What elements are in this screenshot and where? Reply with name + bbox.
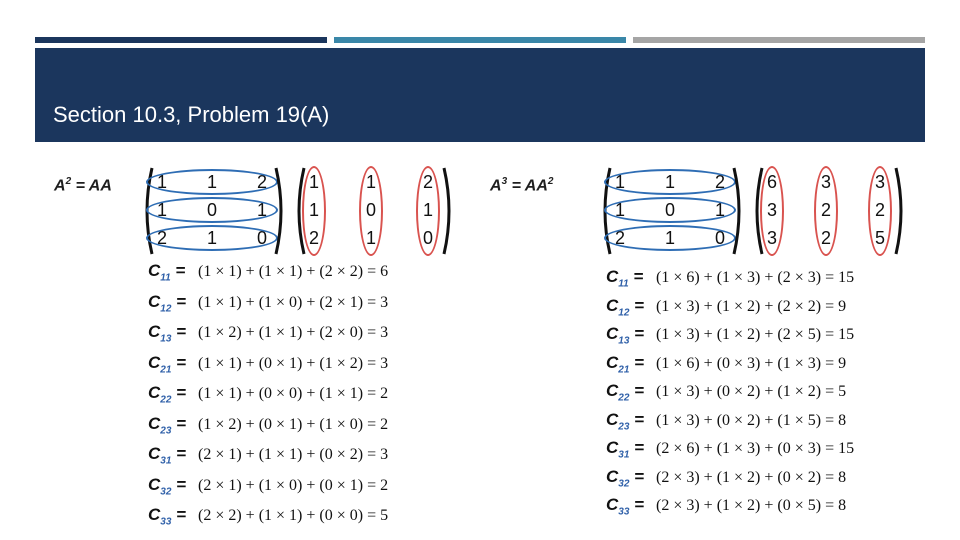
entry-letter: C: [606, 495, 619, 514]
entry-subscript: 32: [160, 485, 172, 497]
right-matrix-b-cell: 5: [874, 228, 885, 248]
entry-expression: (1 × 2) + (1 × 1) + (2 × 0) = 3: [198, 324, 389, 341]
left-matrix-a-cell: 1: [206, 172, 217, 192]
left-entry-calculation: [148, 472, 388, 498]
right-matrix-a-cell: 1: [664, 172, 675, 192]
right-matrix-a-cell: 1: [614, 200, 625, 220]
entry-subscript: 33: [160, 516, 172, 528]
left-entry-calculation: [148, 350, 388, 376]
right-matrix-a-right-bracket: [732, 166, 746, 256]
entry-letter: C: [606, 466, 619, 486]
entry-letter: C: [148, 291, 161, 311]
left-matrix-b-cell: 1: [365, 228, 376, 248]
right-entry-calculation: [606, 321, 854, 347]
left-matrix-a-cell: 0: [206, 200, 217, 220]
label-rhs: = AA: [75, 177, 112, 195]
right-equation-label: [490, 176, 553, 195]
right-matrix-b-cell: 6: [766, 172, 777, 192]
entry-subscript: 11: [618, 278, 629, 290]
entry-subscript: 13: [160, 333, 172, 345]
right-matrix-a-cell: 2: [714, 172, 725, 192]
right-matrix-a-cell: 2: [614, 228, 625, 248]
left-equation-label: [54, 176, 112, 195]
label-base: A: [490, 177, 502, 195]
entry-equals: =: [176, 505, 187, 524]
label-exponent: 2: [65, 176, 72, 187]
entry-label: [148, 319, 198, 352]
entry-letter: C: [606, 295, 619, 315]
entry-expression: (1 × 6) + (1 × 3) + (2 × 3) = 15: [656, 269, 855, 286]
entry-letter: C: [606, 267, 619, 286]
entry-letter: C: [606, 324, 619, 343]
left-worked-solution: [52, 152, 447, 530]
entry-subscript: 23: [618, 420, 630, 432]
right-matrix-a-cell: 1: [614, 172, 625, 192]
entry-equals: =: [176, 291, 187, 311]
entry-expression: (1 × 3) + (0 × 2) + (1 × 5) = 8: [656, 411, 847, 429]
entry-equals: =: [633, 267, 644, 286]
entry-letter: C: [148, 261, 161, 280]
left-matrix-a-cell: 1: [256, 200, 267, 220]
left-matrix-a-cell: 2: [156, 228, 167, 248]
left-entry-calculation: [148, 319, 388, 345]
label-base: A: [54, 177, 66, 195]
entry-expression: (1 × 3) + (1 × 2) + (2 × 5) = 15: [656, 326, 855, 343]
left-row-highlight-oval: [146, 197, 278, 223]
entry-letter: C: [148, 352, 161, 372]
entry-expression: (1 × 1) + (0 × 0) + (1 × 1) = 2: [198, 385, 389, 402]
entry-expression: (1 × 1) + (1 × 0) + (2 × 1) = 3: [198, 293, 389, 311]
entry-expression: (1 × 2) + (0 × 1) + (1 × 0) = 2: [198, 415, 389, 433]
left-row-highlight-oval: [146, 225, 278, 251]
right-matrix-b-cell: 3: [766, 228, 777, 248]
left-matrix-a-cell: 2: [256, 172, 267, 192]
right-entry-calculation: [606, 350, 846, 376]
left-matrix-b-cell: 0: [422, 228, 433, 248]
entry-label: [148, 350, 198, 383]
entry-equals: =: [176, 322, 187, 341]
left-entry-calculation: [148, 411, 388, 437]
left-entry-calculation: [148, 289, 388, 315]
entry-equals: =: [634, 438, 645, 457]
entry-equals: =: [634, 495, 645, 514]
left-matrix-b-cell: 2: [308, 228, 319, 248]
entry-subscript: 12: [160, 302, 172, 314]
accent-stripe-gray: [633, 37, 925, 43]
entry-subscript: 22: [618, 392, 630, 404]
entry-label: [148, 380, 198, 413]
right-entry-calculation: [606, 435, 854, 461]
entry-label: [606, 492, 656, 525]
entry-expression: (2 × 1) + (1 × 0) + (0 × 1) = 2: [198, 476, 389, 494]
entry-letter: C: [148, 383, 161, 402]
entry-label: [148, 472, 198, 505]
left-entry-calculation: [148, 258, 388, 284]
right-matrix-b-cell: 3: [766, 200, 777, 220]
entry-subscript: 23: [160, 424, 172, 436]
left-matrix-a-cell: 1: [206, 228, 217, 248]
entry-expression: (1 × 3) + (1 × 2) + (2 × 2) = 9: [656, 297, 847, 315]
entry-label: [148, 258, 198, 291]
right-row-highlight-oval: [604, 197, 736, 223]
right-row-highlight-oval: [604, 225, 736, 251]
entry-expression: (1 × 3) + (0 × 2) + (1 × 2) = 5: [656, 383, 847, 400]
right-matrix-a-cell: 0: [714, 228, 725, 248]
entry-equals: =: [634, 466, 645, 486]
entry-equals: =: [634, 381, 645, 400]
right-matrix-b-cell: 2: [820, 200, 831, 220]
entry-subscript: 22: [160, 394, 172, 406]
right-entry-calculation: [606, 407, 846, 433]
slide-title: Section 10.3, Problem 19(A): [53, 102, 330, 127]
entry-equals: =: [176, 352, 187, 372]
right-matrix-a-cell: 1: [714, 200, 725, 220]
entry-subscript: 31: [618, 449, 630, 461]
entry-letter: C: [606, 438, 619, 457]
left-matrix-b-cell: 1: [365, 172, 376, 192]
entry-label: [148, 289, 198, 322]
entry-subscript: 33: [618, 506, 630, 518]
left-matrix-a-cell: 0: [256, 228, 267, 248]
accent-stripe-teal: [334, 37, 626, 43]
right-entry-calculation: [606, 464, 846, 490]
left-matrix-b-right-bracket: [442, 166, 456, 256]
right-matrix-b-cell: 3: [820, 172, 831, 192]
entry-letter: C: [148, 505, 161, 524]
left-entry-calculation: [148, 380, 388, 406]
right-entry-calculation: [606, 293, 846, 319]
entry-letter: C: [606, 409, 619, 429]
left-row-highlight-oval: [146, 169, 278, 195]
entry-expression: (1 × 6) + (0 × 3) + (1 × 3) = 9: [656, 354, 847, 372]
entry-expression: (2 × 3) + (1 × 2) + (0 × 5) = 8: [656, 497, 847, 514]
left-matrix-b-cell: 1: [308, 200, 319, 220]
entry-expression: (2 × 2) + (1 × 1) + (0 × 0) = 5: [198, 507, 389, 524]
label-exponent: 3: [501, 176, 508, 187]
entry-letter: C: [148, 322, 161, 341]
right-entry-calculation: [606, 492, 846, 518]
entry-equals: =: [176, 383, 187, 402]
entry-label: [148, 411, 198, 444]
right-matrix-b-cell: 2: [820, 228, 831, 248]
entry-subscript: 11: [160, 272, 171, 284]
left-matrix-a-cell: 1: [156, 172, 167, 192]
entry-equals: =: [634, 352, 645, 372]
right-worked-solution: [488, 152, 910, 518]
left-matrix-a-cell: 1: [156, 200, 167, 220]
entry-expression: (2 × 6) + (1 × 3) + (0 × 3) = 15: [656, 440, 855, 457]
entry-label: [148, 502, 198, 535]
entry-subscript: 13: [618, 335, 630, 347]
entry-letter: C: [606, 381, 619, 400]
accent-stripe-navy: [35, 37, 327, 43]
label-rhs: = AA: [511, 177, 548, 195]
left-matrix-b-cell: 1: [308, 172, 319, 192]
right-matrix-a-cell: 0: [664, 200, 675, 220]
right-matrix-b-right-bracket: [894, 166, 908, 256]
entry-letter: C: [148, 444, 161, 463]
entry-subscript: 12: [618, 306, 630, 318]
entry-label: [148, 441, 198, 474]
left-entry-calculation: [148, 441, 388, 467]
entry-letter: C: [606, 352, 619, 372]
entry-subscript: 31: [160, 455, 172, 467]
entry-equals: =: [634, 409, 645, 429]
entry-subscript: 21: [160, 363, 172, 375]
title-banner: [35, 48, 925, 142]
entry-equals: =: [176, 444, 187, 463]
left-matrix-b-cell: 0: [365, 200, 376, 220]
left-entry-calculation: [148, 502, 388, 528]
entry-equals: =: [176, 474, 187, 494]
entry-expression: (2 × 1) + (1 × 1) + (0 × 2) = 3: [198, 446, 389, 463]
right-matrix-a-cell: 1: [664, 228, 675, 248]
label-rhs-exponent: 2: [547, 176, 554, 187]
entry-letter: C: [148, 413, 161, 433]
right-entry-calculation: [606, 264, 854, 290]
entry-equals: =: [634, 295, 645, 315]
left-matrix-a-right-bracket: [274, 166, 288, 256]
entry-equals: =: [175, 261, 186, 280]
left-matrix-b-cell: 1: [422, 200, 433, 220]
entry-letter: C: [148, 474, 161, 494]
entry-expression: (1 × 1) + (0 × 1) + (1 × 2) = 3: [198, 354, 389, 372]
right-matrix-b-cell: 3: [874, 172, 885, 192]
right-row-highlight-oval: [604, 169, 736, 195]
entry-expression: (1 × 1) + (1 × 1) + (2 × 2) = 6: [198, 263, 389, 280]
entry-equals: =: [634, 324, 645, 343]
entry-expression: (2 × 3) + (1 × 2) + (0 × 2) = 8: [656, 468, 847, 486]
entry-equals: =: [176, 413, 187, 433]
entry-subscript: 32: [618, 477, 630, 489]
left-matrix-b-cell: 2: [422, 172, 433, 192]
entry-subscript: 21: [618, 363, 630, 375]
right-matrix-b-cell: 2: [874, 200, 885, 220]
right-entry-calculation: [606, 378, 846, 404]
